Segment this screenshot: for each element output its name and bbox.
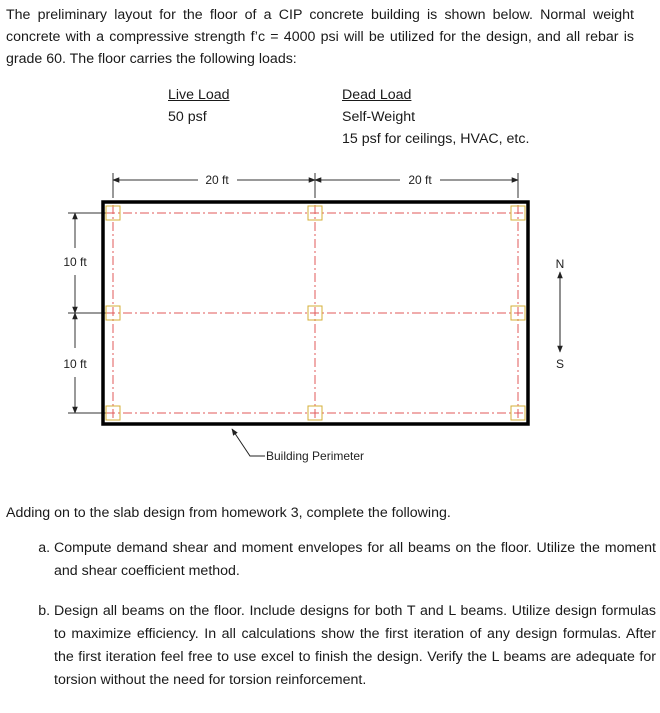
north-label: N <box>555 257 565 271</box>
dead-load-block <box>342 84 529 150</box>
problem-statement: The preliminary layout for the floor of a CIP concrete building is shown below. Normal weight concrete with a compressive strength f’c = 4000 psi will be utilized for the design, and all rebar is grade 60. The floor carries the following loads: <box>6 7 634 67</box>
bay-top-label: 10 ft <box>63 255 87 269</box>
live-load-block <box>168 84 230 128</box>
live-load-value: 50 psf <box>168 109 207 125</box>
instructions-lead: Adding on to the slab design from homework 3, complete the following. <box>6 505 451 521</box>
south-label: S <box>555 357 565 371</box>
task-b: b. Design all beams on the floor. Include designs for both T and L beams. Utilize design formulas to maximize efficiency. In all calculations show the first iteration of any design formulas. After the first iteration feel free to use excel to finish the design. Verify the L beams are adequate for torsion without the need for torsion reinforcement. <box>54 600 656 692</box>
span-left-label: 20 ft <box>205 173 229 187</box>
perimeter-label: Building Perimeter <box>266 449 365 463</box>
task-a: a. Compute demand shear and moment envelopes for all beams on the floor. Utilize the moment and shear coefficient method. <box>54 537 656 583</box>
dead-load-superimposed: 15 psf for ceilings, HVAC, etc. <box>342 131 530 147</box>
perimeter-leader <box>232 429 265 456</box>
grid-lines <box>106 205 525 421</box>
compass <box>556 257 565 371</box>
span-dimension <box>113 173 518 198</box>
live-load-header: Live Load <box>168 87 230 103</box>
span-right-label: 20 ft <box>408 173 432 187</box>
floor-plan-diagram <box>0 160 660 470</box>
task-list <box>30 537 656 692</box>
dead-load-self-weight: Self-Weight <box>342 109 416 125</box>
dead-load-header: Dead Load <box>342 87 412 103</box>
bay-bottom-label: 10 ft <box>63 357 87 371</box>
